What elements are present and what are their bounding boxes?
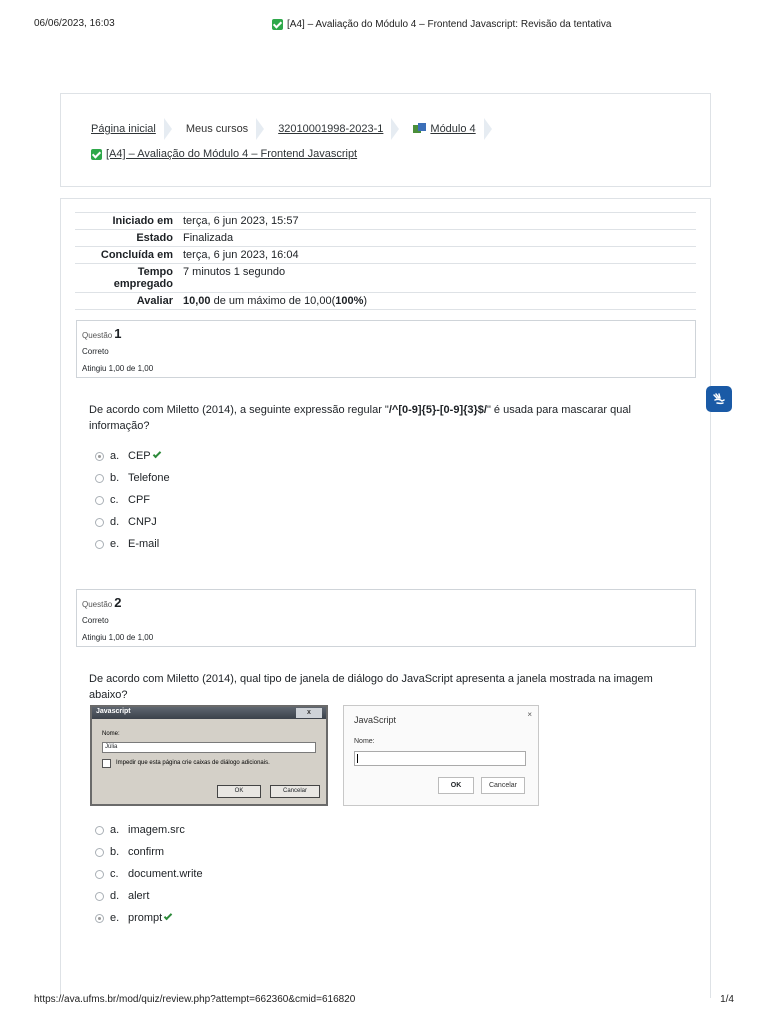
dialog-ok-button: OK: [438, 777, 474, 794]
question-text-part: " é usada para mascarar qual informação?: [89, 404, 631, 432]
print-datetime: 06/06/2023, 16:03: [34, 18, 115, 29]
answer-letter: d.: [110, 516, 120, 528]
radio-button[interactable]: [95, 518, 104, 527]
dialog-checkbox-label: Impedir que esta página crie caixas de diálogo adicionais.: [116, 760, 270, 766]
answer-letter: e.: [110, 912, 120, 924]
summary-value: terça, 6 jun 2023, 16:04: [183, 249, 299, 261]
dialog-label: Nome:: [354, 738, 375, 745]
breadcrumb: [91, 118, 506, 140]
summary-value: Finalizada: [183, 232, 234, 244]
breadcrumb-quiz[interactable]: [91, 148, 357, 160]
breadcrumb-separator: [256, 118, 266, 140]
question-info-1: [76, 320, 696, 378]
accessibility-widget-button[interactable]: [706, 386, 732, 412]
checkbox-icon: [91, 149, 102, 160]
summary-value: terça, 6 jun 2023, 15:57: [183, 215, 299, 227]
dialog-label: Nome:: [102, 731, 120, 737]
summary-row-state: [75, 230, 696, 247]
summary-label: Iniciado em: [112, 215, 173, 227]
summary-row-completed: [75, 247, 696, 264]
question-text-2: De acordo com Miletto (2014), qual tipo de janela de diálogo do JavaScript apresenta a janela mostrada na imagem abaixo?: [89, 673, 653, 701]
question-label: Questão: [82, 600, 113, 609]
answer-text: CEP: [128, 450, 151, 462]
summary-row-started: [75, 213, 696, 230]
breadcrumb-module[interactable]: [413, 121, 475, 137]
answer-text: CNPJ: [128, 516, 157, 528]
breadcrumb-separator: [484, 118, 494, 140]
breadcrumb-home[interactable]: Página inicial: [91, 123, 156, 135]
print-page-number: 1/4: [720, 994, 734, 1005]
question-label: Questão: [82, 331, 113, 340]
radio-button[interactable]: [95, 474, 104, 483]
breadcrumb-separator: [164, 118, 174, 140]
summary-label-line: empregado: [113, 278, 173, 290]
grade-max: de um máximo de 10,00(: [210, 295, 336, 307]
summary-value: [179, 293, 696, 310]
answer-letter: a.: [110, 824, 120, 836]
dialog-title: JavaScript: [354, 715, 397, 725]
summary-label: Estado: [136, 232, 173, 244]
answer-text: alert: [128, 890, 150, 902]
question-number-value: 2: [114, 595, 122, 610]
answer-option[interactable]: [95, 841, 203, 863]
answer-text: document.write: [128, 868, 203, 880]
radio-button[interactable]: [95, 892, 104, 901]
question-text-1: [89, 402, 689, 434]
question-state: Correto: [82, 616, 109, 625]
print-url: https://ava.ufms.br/mod/quiz/review.php?attempt=662360&cmid=616820: [34, 994, 356, 1005]
attempt-summary-table: [75, 212, 696, 310]
radio-button[interactable]: [95, 452, 104, 461]
question-number: [82, 326, 690, 341]
question-info-2: [76, 589, 696, 647]
answer-text: Telefone: [128, 472, 170, 484]
breadcrumb-module-label: Módulo 4: [430, 123, 476, 135]
answer-option[interactable]: [95, 885, 203, 907]
question-number-value: 1: [114, 326, 122, 341]
answer-list-2: [95, 819, 203, 929]
grade-percent: 100%: [335, 295, 364, 307]
dialog-titlebar: [92, 707, 326, 719]
radio-button[interactable]: [95, 870, 104, 879]
answer-letter: e.: [110, 538, 120, 550]
answer-option[interactable]: [95, 863, 203, 885]
answer-text: E-mail: [128, 538, 160, 550]
dialog-input: [354, 751, 526, 766]
answer-option[interactable]: [95, 467, 170, 489]
answer-text: CPF: [128, 494, 150, 506]
summary-row-grade: [75, 293, 696, 310]
quiz-review-card: [60, 198, 711, 998]
dialog-cancel-button: Cancelar: [481, 777, 525, 794]
dialog-cancel-button: Cancelar: [270, 785, 320, 798]
breadcrumb-my-courses[interactable]: Meus cursos: [185, 123, 249, 135]
radio-button[interactable]: [95, 914, 104, 923]
dialog-title: Javascript: [96, 708, 131, 715]
answer-letter: a.: [110, 450, 120, 462]
answer-option[interactable]: [95, 907, 203, 929]
dialog-image-legacy: [90, 705, 328, 806]
dialog-input: Júlia: [102, 742, 316, 753]
question-number: [82, 595, 690, 610]
grade-close: ): [363, 295, 368, 307]
breadcrumb-separator: [391, 118, 401, 140]
answer-option[interactable]: [95, 445, 170, 467]
grade-score: 10,00: [183, 295, 211, 307]
radio-button[interactable]: [95, 848, 104, 857]
answer-letter: d.: [110, 890, 120, 902]
answer-option[interactable]: [95, 511, 170, 533]
answer-letter: c.: [110, 868, 119, 880]
radio-button[interactable]: [95, 826, 104, 835]
answer-letter: b.: [110, 472, 120, 484]
question-state: Correto: [82, 347, 109, 356]
close-icon: ×: [527, 710, 532, 719]
sign-language-icon: [711, 391, 727, 407]
answer-letter: c.: [110, 494, 119, 506]
answer-text: imagem.src: [128, 824, 185, 836]
answer-list-1: [95, 445, 170, 555]
breadcrumb-quiz-label: [A4] – Avaliação do Módulo 4 – Frontend Javascript: [106, 148, 358, 160]
summary-row-time: [75, 264, 696, 293]
answer-option[interactable]: [95, 819, 203, 841]
print-title-text: [A4] – Avaliação do Módulo 4 – Frontend Javascript: Revisão da tentativa: [287, 19, 612, 30]
breadcrumb-course[interactable]: 32010001998-2023-1: [278, 123, 384, 135]
dialog-checkbox: [102, 759, 111, 768]
radio-button[interactable]: [95, 496, 104, 505]
summary-label-line: Tempo: [137, 266, 173, 278]
regex-code: /^[0-9]{5}-[0-9]{3}$/: [388, 404, 487, 416]
print-title: [272, 19, 611, 30]
answer-text: prompt: [128, 912, 163, 924]
question-text-part: De acordo com Miletto (2014), a seguinte expressão regular ": [89, 404, 389, 416]
answer-letter: b.: [110, 846, 120, 858]
close-icon: x: [296, 708, 322, 718]
summary-label: Concluída em: [100, 249, 173, 261]
question-grade: Atingiu 1,00 de 1,00: [82, 364, 154, 373]
dialog-image-modern: [343, 705, 539, 806]
correct-check-icon: [152, 450, 160, 458]
answer-text: confirm: [128, 846, 165, 858]
summary-label: Avaliar: [136, 295, 173, 307]
answer-option[interactable]: [95, 533, 170, 555]
breadcrumb-card: [60, 93, 711, 187]
dialog-ok-button: OK: [217, 785, 261, 798]
radio-button[interactable]: [95, 540, 104, 549]
summary-label: [75, 264, 179, 293]
summary-value: 7 minutos 1 segundo: [183, 266, 286, 278]
book-icon: [413, 123, 426, 133]
checkbox-icon: [272, 19, 283, 30]
question-grade: Atingiu 1,00 de 1,00: [82, 633, 154, 642]
correct-check-icon: [164, 912, 172, 920]
answer-option[interactable]: [95, 489, 170, 511]
